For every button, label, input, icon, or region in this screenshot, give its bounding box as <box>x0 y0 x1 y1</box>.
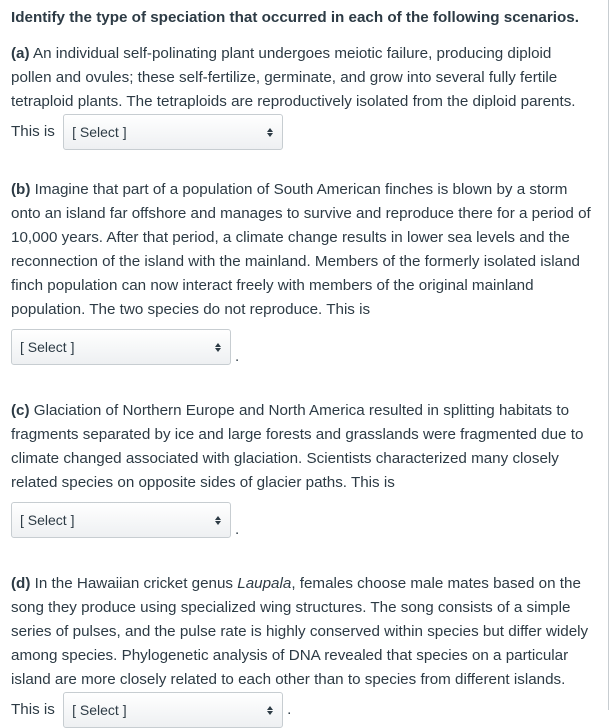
question-d-genus: Laupala <box>237 575 292 592</box>
question-d-label: (d) <box>11 575 31 592</box>
question-a-label: (a) <box>11 45 30 62</box>
updown-arrows-icon <box>215 343 221 352</box>
answer-a-select[interactable] <box>63 114 283 150</box>
answer-d-select[interactable] <box>63 692 283 728</box>
question-d-text-after: , females choose male mates based on the song they produce using specialized wing structures. The song consists of a simple series of pulses, and the pulse rate is highly conserved within species but differ widely among species. Phylogenetic analysis of DNA revealed that species on a particular island are more closely related to each other than to species from different islands. This is <box>11 575 589 719</box>
updown-arrows-icon <box>215 516 221 525</box>
updown-arrows-icon <box>267 706 273 715</box>
question-b-label: (b) <box>11 181 31 198</box>
answer-d-period: . <box>287 701 292 719</box>
answer-c-period: . <box>235 521 240 538</box>
question-heading: Identify the type of speciation that occurred in each of the following scenarios. <box>11 9 579 26</box>
question-d-text-before: In the Hawaiian cricket genus <box>34 575 234 592</box>
question-c-label: (c) <box>11 402 30 419</box>
question-c <box>11 399 596 495</box>
answer-b-period: . <box>235 348 240 365</box>
answer-b-select[interactable] <box>11 329 231 365</box>
question-a-text: An individual self-polinating plant undergoes meiotic failure, producing diploid pollen and ovules; these self-fertilize, germinate, and grow into several fully fertile tetraploid plants. The tetraploids are reproductively isolated from the diploid parents. This is <box>11 45 576 141</box>
answer-c-select-value: [ Select ] <box>20 512 75 528</box>
question-b-text: Imagine that part of a population of South American finches is blown by a storm onto an island far offshore and manages to survive and reproduce there for a period of 10,000 years. After that period, a climate change results in lower sea levels and the reconnection of the island with the mainland. Members of the formerly isolated island finch population can now interact freely with members of the original mainland population. The two species do not reproduce. This is <box>11 181 591 318</box>
question-b <box>11 178 596 322</box>
question-d <box>11 572 596 728</box>
question-a <box>11 42 596 150</box>
updown-arrows-icon <box>267 128 273 137</box>
answer-c-select[interactable] <box>11 502 231 538</box>
question-c-text: Glaciation of Northern Europe and North America resulted in splitting habitats to fragments separated by ice and large forests and grasslands were fragmented due to climate changed associated with glaciation. Scientists characterized many closely related species on opposite sides of glacier paths. This is <box>11 402 584 491</box>
answer-a-select-value: [ Select ] <box>72 124 127 140</box>
answer-d-select-value: [ Select ] <box>72 702 127 718</box>
answer-b-select-value: [ Select ] <box>20 339 75 355</box>
